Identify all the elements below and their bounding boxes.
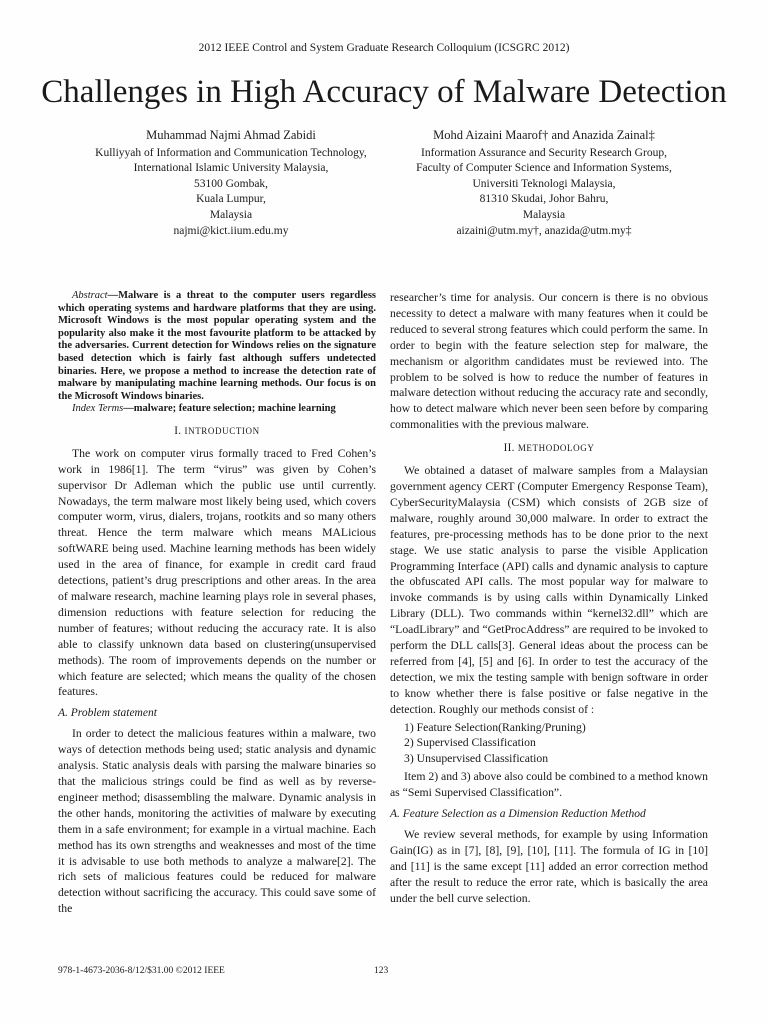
footer-isbn: 978-1-4673-2036-8/12/$31.00 ©2012 IEEE (58, 966, 225, 976)
affiliation-line: Malaysia (209, 208, 253, 221)
author-block-right (398, 128, 690, 239)
method-list (390, 720, 708, 768)
affiliation-line: Faculty of Computer Science and Information Systems, (416, 162, 672, 175)
affiliation-line: Kulliyyah of Information and Communication Technology, (95, 146, 367, 159)
problem-paragraph: In order to detect the malicious features within a malware, two ways of detection methods being used; static analysis and dynamic analysis. Static analysis deals with parsing the malware binaries so that the malicious strings could be find as well as by reverse-engineer method; disassembling the malware. Dynamic analysis in the other hands, monitoring the activities of malware by executing them in a safe environment; for example in a virtual machine. Each method has its own strengths and weaknesses and most of the time it is advisable to use both methods to analyze a malware[2]. The rich sets of malicious features could be reduced for malware detection without sacrificing the accuracy. This could save some of the (58, 727, 376, 916)
methodology-paragraph: We obtained a dataset of malware samples from a Malaysian government agency CERT (Computer Emergency Response Team), CyberSecurityMalaysia (CSM) which consists of 2GB size of malware, roughly around 30,000 malware. In order to extract the features, pre-processing methods has to be done prior to the next stage. We use static analysis to parse the visible Application Programming Interface (API) calls and dynamic analysis to capture the obfuscated API calls. The most popular way for malware to invoke commands is by using calls within Dynamically Linked Library (DLL). Two commands within “kernel32.dll” which are “LoadLibrary” and “GetProcAddress” are required to be invoked to perform the DLL calls[3]. General ideas about the process can be referred from [4], [5] and [6]. In order to test the accuracy of the detection, we mix the testing sample with benign software in order to know whether there is false positive or false negative in the detection. Roughly our methods consist of : (390, 464, 708, 716)
index-terms-text: —malware; feature selection; machine learning (123, 403, 336, 415)
subsection-heading-feature-selection: A. Feature Selection as a Dimension Reduction Method (390, 808, 646, 821)
section-heading-methodology: II. METHODOLOGY (503, 442, 595, 455)
list-item: 1) Feature Selection(Ranking/Pruning) (404, 720, 586, 734)
affiliation-line: Kuala Lumpur, (196, 193, 266, 206)
continued-paragraph: researcher’s time for analysis. Our concern is there is no obvious necessity to detect a malware with many features when it could be reduced to several strong features which could perform the same. In order to begin with the feature selection step for malware, the mechanism or algorithm candidates must be reviewed into. The problem to be solved is how to reduce the number of features in malware detection without reducing the accuracy rate and secondly, how to detect malware which never been seen before by comparing commonalities with the previous malware. (390, 291, 708, 432)
affiliation-line: International Islamic University Malaysia, (133, 162, 329, 175)
affiliation-line: Malaysia (522, 208, 566, 221)
author-email: najmi@kict.iium.edu.my (173, 224, 289, 237)
intro-paragraph: The work on computer virus formally traced to Fred Cohen’s work in 1986[1]. The term “virus” was given by Cohen’s supervisor Dr Adleman which the public use until currently. Nowadays, the term malware most likely being used, which covers computer worm, virus, dialers, trojans, rootkits and so many others threat. Hence the term malware which means MALicious softWARE being used. Machine learning methods has been widely used in the area of finance, for example in credit card fraud detections, patient’s drug prescriptions and other areas. In the area of malware research, machine learning plays role in several phases, dimension reductions with feature selection for reducing the number of features; without reducing the accuracy rate. It is also able to classify unknown data based on clustering(unsupervised methods). The room of improvements depends on the number or which feature are selected; which means the quality of the chosen features. (58, 446, 376, 699)
abstract (58, 290, 376, 403)
author-name: Mohd Aizaini Maarof† and Anazida Zainal‡ (433, 128, 655, 142)
abstract-text: —Malware is a threat to the computer users regardless which operating systems and hardware platforms that they are using. Microsoft Windows is the most popular operating system and the popularity also make it the most favourite platform to be attacked by the adversaries. Current detection for Windows relies on the signature based detection which is fairly fast although suffers undetected binaries. Here, we propose a method to increase the detection rate of malware by manipulating machine learning methods. Our focus is on the Microsoft Windows binaries. (58, 290, 376, 402)
left-column (58, 290, 376, 917)
conference-header: 2012 IEEE Control and System Graduate Research Colloquium (ICSGRC 2012) (198, 42, 570, 54)
index-terms (58, 403, 376, 416)
abstract-lead: Abstract (72, 290, 108, 301)
author-block-left (72, 128, 390, 239)
methodology-paragraph-2: Item 2) and 3) above also could be combined to a method known as “Semi Supervised Classification”. (390, 770, 708, 800)
author-name: Muhammad Najmi Ahmad Zabidi (146, 128, 316, 142)
right-column (390, 290, 708, 907)
list-item: 2) Supervised Classification (404, 736, 536, 750)
section-heading-introduction: I. INTRODUCTION (174, 424, 260, 437)
affiliation-line: Universiti Teknologi Malaysia, (472, 177, 616, 190)
affiliation-line: Information Assurance and Security Research Group, (421, 146, 667, 159)
page-number: 123 (374, 966, 389, 976)
subsection-heading-problem: A. Problem statement (58, 707, 157, 720)
index-terms-lead: Index Terms (72, 403, 124, 415)
feature-paragraph: We review several methods, for example by using Information Gain(IG) as in [7], [8], [9], [10], [11]. The formula of IG in [10] and [11] is the same except [11] added an error correction method after the result to reduce the error rate, which is basically the area under the bell curve selection. (390, 828, 708, 905)
author-email: aizaini@utm.my†, anazida@utm.my‡ (456, 224, 632, 237)
list-item: 3) Unsupervised Classification (404, 752, 549, 766)
affiliation-line: 81310 Skudai, Johor Bahru, (479, 193, 609, 206)
affiliation-line: 53100 Gombak, (193, 177, 269, 190)
paper-title: Challenges in High Accuracy of Malware Detection (41, 74, 727, 110)
